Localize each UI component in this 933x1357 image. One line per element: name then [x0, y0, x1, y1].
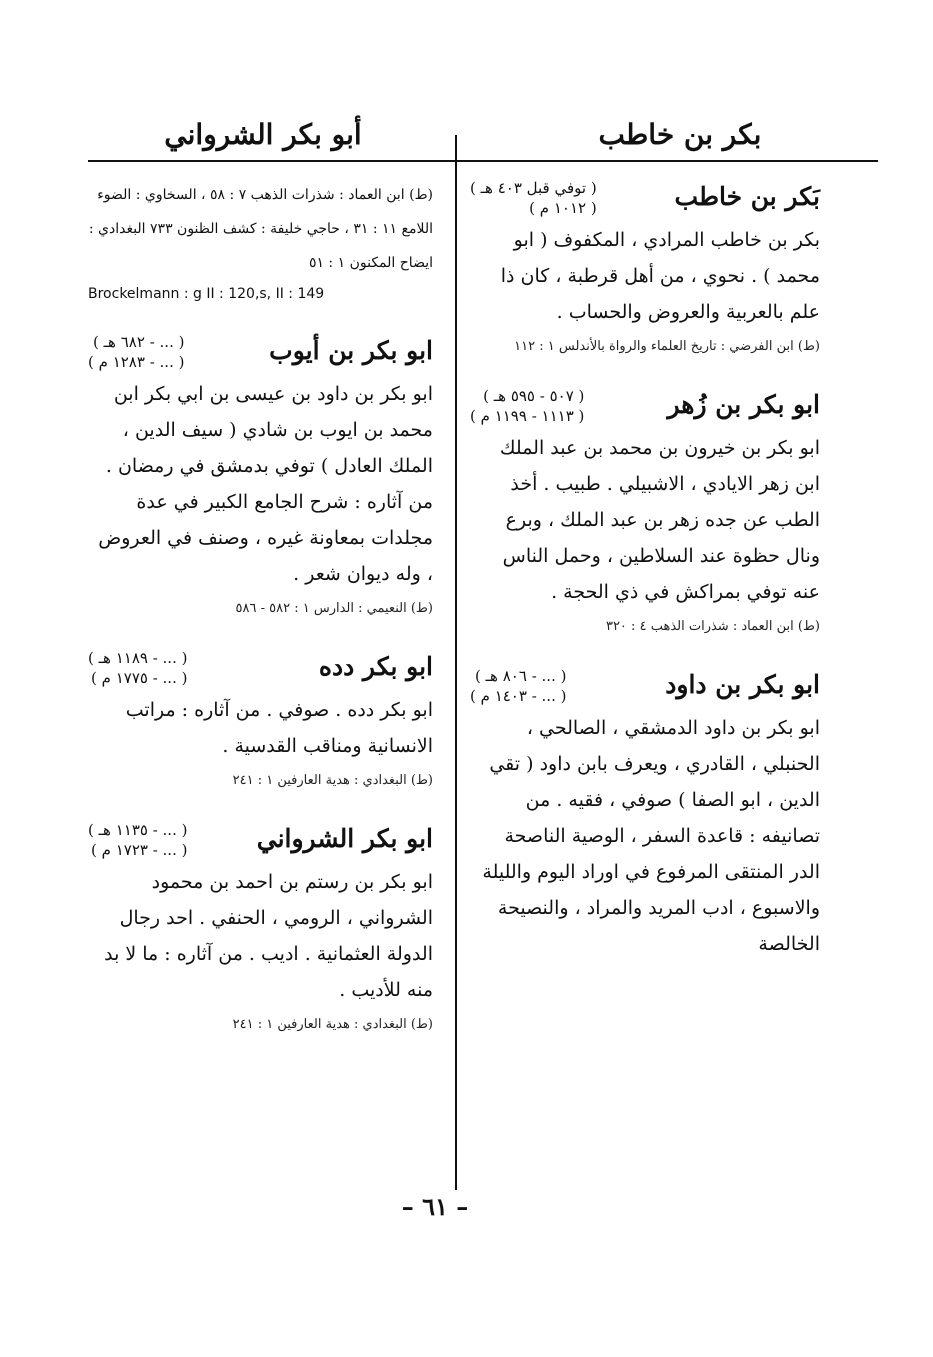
biography-entry: [470, 666, 820, 962]
entry-header: [88, 332, 433, 372]
entry-name: بَكر بن خاطب: [674, 182, 820, 211]
entry-reference: (ط) البغدادي : هدية العارفين ١ : ٢٤١: [232, 773, 433, 788]
entry-dates: [470, 386, 584, 426]
biography-entry: [88, 820, 433, 1038]
entry-name: ابو بكر بن داود: [665, 670, 820, 699]
left-column: [88, 178, 433, 1064]
entry-reference: (ط) ابن العماد : شذرات الذهب ٧ : ٥٨ ، السخاوي : الضوء اللامع ١١ : ٣١ ، حاجي خليفة : كشف الظنون ٧٣٣ البغدادي : ايضاح المكنون ١ : ٥١: [88, 187, 433, 271]
latin-reference: Brockelmann : g II : 120,s, II : 149: [88, 286, 325, 302]
entry-header: [470, 386, 820, 426]
page-title: بكر بن خاطب: [598, 118, 762, 151]
entry-dates: [88, 820, 187, 860]
entry-name: ابو بكر بن زُهر: [667, 390, 820, 419]
column-divider: [455, 135, 457, 1190]
header-divider: [88, 160, 878, 162]
biography-entry: [88, 648, 433, 794]
gregorian-date: ( ... - ١٢٨٣ م ): [88, 353, 185, 371]
entry-dates: [470, 666, 566, 706]
entry-body: ابو بكر بن رستم بن احمد بن محمود الشرواني ، الرومي ، الحنفي . احد رجال الدولة العثمانية . اديب . من آثاره : ما لا بد منه للأديب .: [104, 871, 433, 1001]
hijri-date: ( ... - ١١٣٥ هـ ): [88, 821, 188, 839]
continued-reference: [88, 178, 433, 306]
entry-header: [470, 666, 820, 706]
biography-entry: [88, 332, 433, 622]
hijri-date: ( ... - ٦٨٢ هـ ): [93, 333, 185, 351]
entry-header: [470, 178, 820, 218]
entry-body: ابو بكر بن داود الدمشقي ، الصالحي ، الحنبلي ، القادري ، ويعرف بابن داود ( تقي الدين ، ابو الصفا ) صوفي ، فقيه . من تصانيفه : قاعدة السفر ، الوصية الناصحة الدر المنتقى المرفوع في اوراد اليوم والليلة والاسبوع ، ادب المريد والمراد ، والنصيحة الخالصة: [482, 717, 820, 955]
entry-reference: (ط) ابن الفرضي : تاريخ العلماء والرواة بالأندلس ١ : ١١٢: [514, 339, 820, 354]
entry-body: ابو بكر بن خيرون بن محمد بن عبد الملك ابن زهر الايادي ، الاشبيلي . طبيب . أخذ الطب عن جده زهر بن عبد الملك ، وبرع ونال حظوة عند السلاطين ، وحمل الناس عنه توفي بمراكش في ذي الحجة .: [499, 437, 820, 603]
entry-dates: [88, 648, 187, 688]
entry-header: [88, 820, 433, 860]
page-title-secondary: أبو بكر الشرواني: [164, 118, 362, 151]
entry-reference: (ط) ابن العماد : شذرات الذهب ٤ : ٣٢٠: [605, 619, 820, 634]
hijri-date: ( ... - ٨٠٦ هـ ): [475, 667, 567, 685]
hijri-date: ( ٥٠٧ - ٥٩٥ هـ ): [483, 387, 585, 405]
entry-header: [88, 648, 433, 688]
biography-entry: [470, 386, 820, 640]
gregorian-date: ( ... - ١٤٠٣ م ): [470, 687, 567, 705]
entry-dates: [88, 332, 184, 372]
entry-dates: [470, 178, 597, 218]
page-number: – ٦١ –: [401, 1192, 469, 1221]
gregorian-date: ( ١٠١٢ م ): [529, 199, 597, 217]
hijri-date: ( ... - ١١٨٩ هـ ): [88, 649, 188, 667]
entry-name: ابو بكر دده: [318, 652, 433, 681]
gregorian-date: ( ... - ١٧٢٣ م ): [91, 841, 188, 859]
entry-body: ابو بكر دده . صوفي . من آثاره : مراتب الانسانية ومناقب القدسية .: [125, 699, 433, 757]
entry-name: ابو بكر بن أيوب: [269, 336, 433, 365]
hijri-date: ( توفي قبل ٤٠٣ هـ ): [470, 179, 597, 197]
right-column: [470, 178, 820, 988]
biography-entry: [470, 178, 820, 360]
entry-body: بكر بن خاطب المرادي ، المكفوف ( ابو محمد ) . نحوي ، من أهل قرطبة ، كان ذا علم بالعربية والعروض والحساب .: [500, 229, 820, 323]
gregorian-date: ( ... - ١٧٧٥ م ): [91, 669, 188, 687]
entry-reference: (ط) البغدادي : هدية العارفين ١ : ٢٤١: [232, 1017, 433, 1032]
entry-reference: (ط) النعيمي : الدارس ١ : ٥٨٢ - ٥٨٦: [235, 601, 433, 616]
entry-body: ابو بكر بن داود بن عيسى بن ابي بكر ابن محمد بن ايوب بن شادي ( سيف الدين ، الملك العادل ) توفي بدمشق في رمضان . من آثاره : شرح الجامع الكبير في عدة مجلدات بمعاونة غيره ، وصنف في العروض ، وله ديوان شعر .: [98, 383, 433, 585]
entry-name: ابو بكر الشرواني: [256, 824, 433, 853]
gregorian-date: ( ١١١٣ - ١١٩٩ م ): [470, 407, 585, 425]
